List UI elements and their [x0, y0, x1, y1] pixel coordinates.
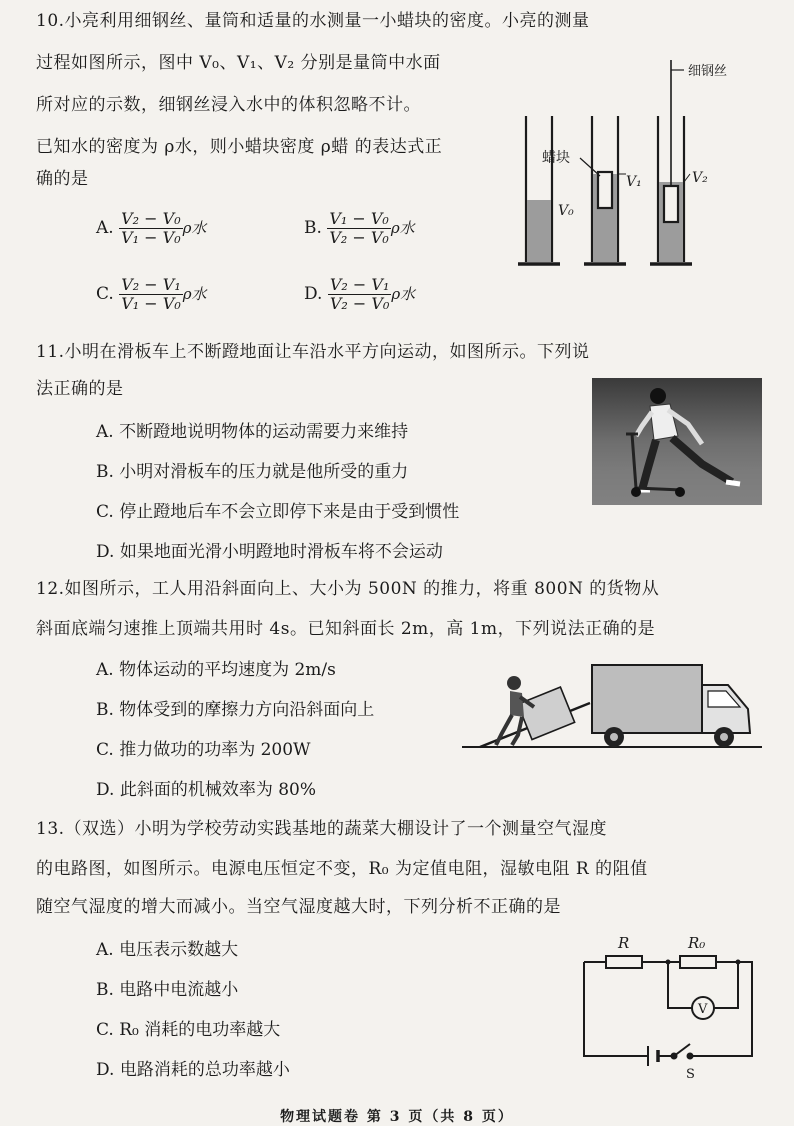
- truck-cargo: [592, 665, 702, 733]
- voltmeter-label: V: [698, 1002, 708, 1017]
- q13-option-d[interactable]: D. 电路消耗的总功率越小: [96, 1060, 290, 1080]
- q11-option-a[interactable]: A. 不断蹬地说明物体的运动需要力来维持: [96, 422, 409, 442]
- q10-stem-line4: 已知水的密度为 ρ水，则小蜡块密度 ρ蜡 的表达式正: [36, 137, 443, 157]
- q13-option-c[interactable]: C. R₀ 消耗的电功率越大: [96, 1020, 281, 1040]
- fraction: $\frac{\text{V₂ − V₁}}{\text{V₂ − V₀}}$: [329, 275, 390, 313]
- q10-option-d[interactable]: D. $\frac{\text{V₂ − V₁}}{\text{V₂ − V₀}}$ ρ水: [304, 275, 416, 313]
- r0-label: R₀: [688, 934, 706, 952]
- q11-option-b[interactable]: B. 小明对滑板车的压力就是他所受的重力: [96, 462, 409, 482]
- q12-stem-line2: 斜面底端匀速推上顶端共用时 4s。已知斜面长 2m，高 1m，下列说法正确的是: [36, 619, 656, 639]
- page-footer: 物理试题卷 第 3 页（共 8 页）: [280, 1109, 514, 1125]
- fraction: $\frac{\text{V₂ − V₁}}{\text{V₁ − V₀}}$: [121, 275, 181, 313]
- wire-label: 细钢丝: [688, 64, 728, 79]
- wax-label: 蜡块: [542, 150, 570, 166]
- q10-option-c[interactable]: C. $\frac{\text{V₂ − V₁}}{\text{V₁ − V₀}}$ ρ水: [96, 275, 207, 313]
- q13-stem-line2: 的电路图，如图所示。电源电压恒定不变，R₀ 为定值电阻，湿敏电阻 R 的阻值: [36, 859, 648, 879]
- wax-block-submerged: [664, 186, 678, 222]
- q12-option-d[interactable]: D. 此斜面的机械效率为 80%: [96, 780, 317, 800]
- q11-option-c[interactable]: C. 停止蹬地后车不会立即停下来是由于受到惯性: [96, 502, 460, 522]
- fraction: $\frac{\text{V₁ − V₀}}{\text{V₂ − V₀}}$: [329, 209, 389, 247]
- wax-block-floating: [598, 172, 612, 208]
- switch-label: S: [686, 1067, 695, 1082]
- water-level-v0: [527, 200, 551, 262]
- q11-option-d[interactable]: D. 如果地面光滑小明蹬地时滑板车将不会运动: [96, 542, 443, 562]
- scooter-photo: [592, 378, 762, 505]
- q10-stem-line3: 所对应的示数，细钢丝浸入水中的体积忽略不计。: [36, 95, 421, 115]
- resistor-r: [606, 956, 642, 968]
- q10-stem-line2: 过程如图所示，图中 V₀、V₁、V₂ 分别是量筒中水面: [36, 53, 441, 73]
- q10-option-a[interactable]: A. $\frac{\text{V₂ − V₀}}{\text{V₁ − V₀}}$ ρ水: [96, 209, 207, 247]
- v2-label: V₂: [692, 170, 708, 186]
- truck-ramp-figure: [462, 655, 762, 755]
- fraction: $\frac{\text{V₂ − V₀}}{\text{V₁ − V₀}}$: [121, 209, 181, 247]
- q10-stem-line5: 确的是: [36, 169, 89, 189]
- cargo-box: [518, 687, 575, 739]
- resistor-r0: [680, 956, 716, 968]
- q12-option-c[interactable]: C. 推力做功的功率为 200W: [96, 740, 311, 760]
- q13-stem-line3: 随空气湿度的增大而减小。当空气湿度越大时，下列分析不正确的是: [36, 897, 561, 917]
- q10-option-b[interactable]: B. $\frac{\text{V₁ − V₀}}{\text{V₂ − V₀}}$ ρ水: [304, 209, 415, 247]
- q13-option-a[interactable]: A. 电压表示数越大: [96, 940, 239, 960]
- v0-label: V₀: [558, 203, 574, 219]
- v1-label: V₁: [626, 174, 642, 190]
- q11-stem-line1: 11.小明在滑板车上不断蹬地面让车沿水平方向运动，如图所示。下列说: [36, 342, 590, 362]
- q12-stem-line1: 12.如图所示，工人用沿斜面向上、大小为 500N 的推力，将重 800N 的货物从: [36, 579, 660, 599]
- graduated-cylinders-figure: [512, 50, 752, 275]
- q12-option-a[interactable]: A. 物体运动的平均速度为 2m/s: [96, 660, 336, 680]
- q12-option-b[interactable]: B. 物体受到的摩擦力方向沿斜面向上: [96, 700, 375, 720]
- r-label: R: [618, 934, 630, 952]
- q11-stem-line2: 法正确的是: [36, 379, 124, 399]
- q13-option-b[interactable]: B. 电路中电流越小: [96, 980, 239, 1000]
- q13-stem-line1: 13.（双选）小明为学校劳动实践基地的蔬菜大棚设计了一个测量空气湿度: [36, 819, 608, 839]
- q10-stem-line1: 10.小亮利用细钢丝、量筒和适量的水测量一小蜡块的密度。小亮的测量: [36, 11, 590, 31]
- circuit-diagram: [576, 932, 766, 1082]
